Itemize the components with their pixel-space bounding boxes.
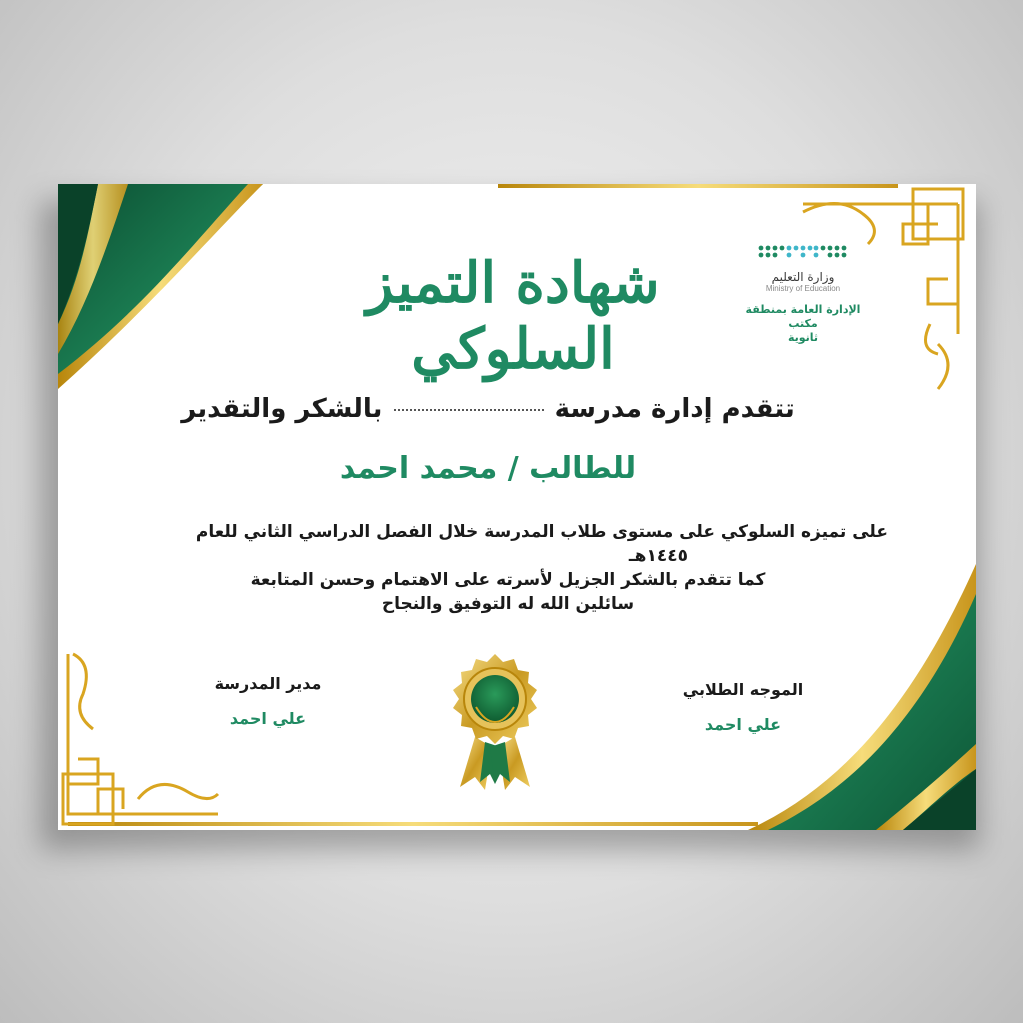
certificate-title bbox=[313, 232, 713, 382]
school-name-blank bbox=[394, 409, 544, 411]
intro-end: بالشكر والتقدير bbox=[181, 394, 383, 424]
body-line-3: كما تتقدم بالشكر الجزيل لأسرته على الاهتمام وحسن المتابعة bbox=[250, 570, 766, 590]
student-name: للطالب / محمد احمد bbox=[339, 451, 637, 486]
body-line-1: على تميزه السلوكي على مستوى طلاب المدرسة خلال الفصل الدراسي الثاني للعام bbox=[195, 522, 888, 542]
body-line-2: ١٤٤٥هـ bbox=[628, 546, 688, 566]
ministry-logo-icon bbox=[753, 242, 853, 264]
principal-role: مدير المدرسة bbox=[214, 674, 322, 693]
principal-signature bbox=[178, 674, 358, 728]
counselor-name: علي احمد bbox=[704, 715, 782, 734]
ministry-name-ar: وزارة التعليم bbox=[771, 270, 835, 284]
intro-start: تتقدم إدارة مدرسة bbox=[554, 394, 795, 424]
counselor-role: الموجه الطلابي bbox=[682, 680, 804, 699]
certificate-body bbox=[128, 520, 888, 616]
principal-name: علي احمد bbox=[229, 709, 307, 728]
ministry-line-school: ثانوية bbox=[787, 331, 819, 344]
intro-line bbox=[158, 394, 818, 424]
certificate-card bbox=[58, 184, 976, 830]
ministry-line-region: الإدارة العامة بمنطقة bbox=[745, 303, 861, 316]
ministry-name-en: Ministry of Education bbox=[765, 284, 841, 293]
body-line-4: سائلين الله له التوفيق والنجاح bbox=[381, 594, 635, 614]
award-seal-icon bbox=[440, 652, 550, 792]
ministry-line-office: مكتب bbox=[788, 317, 818, 330]
counselor-signature bbox=[653, 680, 833, 734]
title-text: شهادة التميز السلوكي bbox=[366, 250, 660, 382]
ministry-block bbox=[723, 242, 883, 392]
